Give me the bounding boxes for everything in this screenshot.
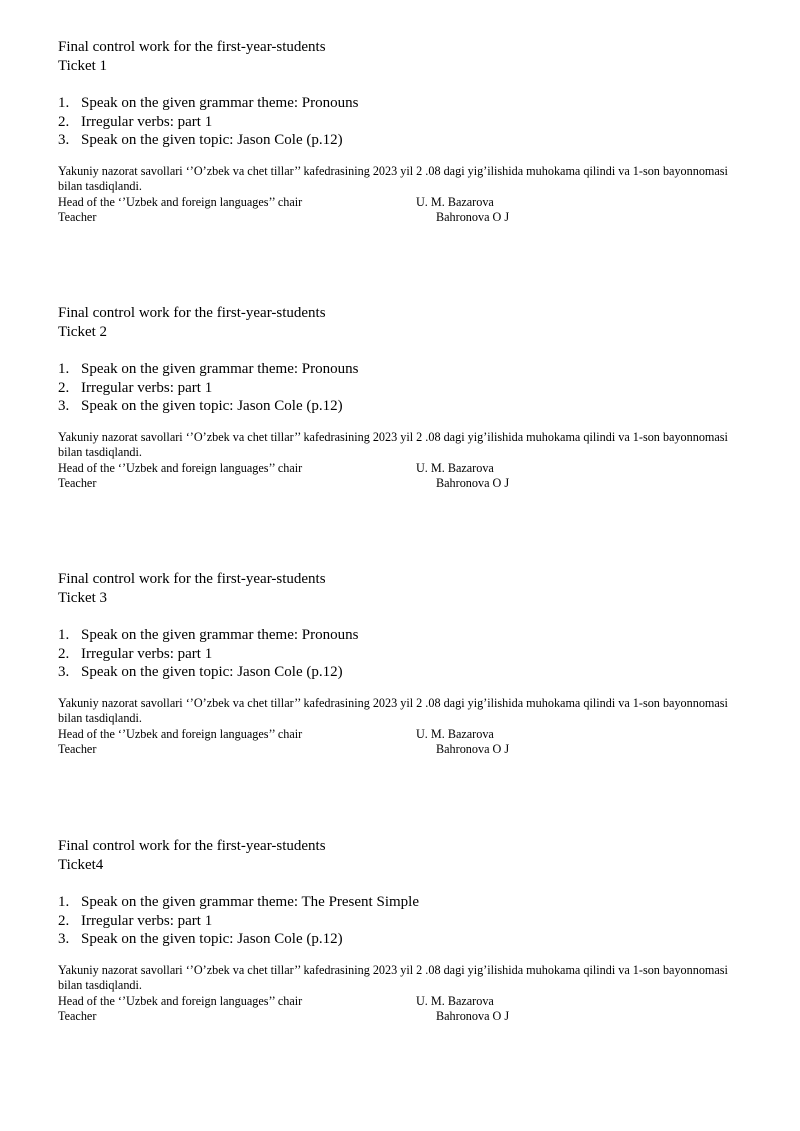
teacher-name: Bahronova O J xyxy=(436,742,510,756)
teacher-signature-line xyxy=(58,210,748,226)
question-item xyxy=(58,131,748,150)
head-label: Head of the ‘’Uzbek and foreign languages’’ chair xyxy=(58,460,303,475)
question-list xyxy=(58,893,748,949)
question-number: 2. xyxy=(58,645,70,662)
head-label: Head of the ‘’Uzbek and foreign languages’’ chair xyxy=(58,194,303,209)
ticket-title: Final control work for the first-year-students xyxy=(58,39,326,55)
ticket-2 xyxy=(58,304,748,492)
question-list xyxy=(58,626,748,682)
teacher-label: Teacher xyxy=(58,210,97,224)
teacher-signature-line xyxy=(58,1009,748,1025)
question-item xyxy=(58,113,748,132)
question-text: Speak on the given grammar theme: The Present Simple xyxy=(81,894,419,910)
question-item xyxy=(58,360,748,379)
question-number: 1. xyxy=(58,627,70,643)
head-name: U. M. Bazarova xyxy=(416,194,494,209)
question-number: 3. xyxy=(58,132,70,148)
question-text: Irregular verbs: part 1 xyxy=(81,645,213,662)
question-number: 3. xyxy=(58,931,70,947)
ticket-label: Ticket4 xyxy=(58,857,104,873)
question-number: 2. xyxy=(58,113,70,130)
teacher-name: Bahronova O J xyxy=(436,210,510,224)
question-text: Irregular verbs: part 1 xyxy=(81,113,213,130)
ticket-title: Final control work for the first-year-students xyxy=(58,571,326,587)
head-label: Head of the ‘’Uzbek and foreign languages’’ chair xyxy=(58,993,303,1008)
question-item xyxy=(58,626,748,645)
teacher-name: Bahronova O J xyxy=(436,476,510,490)
question-item xyxy=(58,645,748,664)
question-item xyxy=(58,912,748,931)
question-number: 3. xyxy=(58,398,70,414)
question-list xyxy=(58,94,748,150)
question-number: 1. xyxy=(58,361,70,377)
question-item xyxy=(58,397,748,416)
approval-note: Yakuniy nazorat savollari ‘’O’zbek va chet tillar’’ kafedrasining 2023 yil 2 .08 dagi yig’ilishida muhokama qilindi va 1-son bayonnomasi bilan tasdiqlandi. xyxy=(58,429,728,459)
question-item xyxy=(58,379,748,398)
question-item xyxy=(58,663,748,682)
question-number: 2. xyxy=(58,379,70,396)
head-signature-line xyxy=(58,195,748,211)
question-number: 1. xyxy=(58,95,70,111)
ticket-label: Ticket 1 xyxy=(58,58,108,74)
question-item xyxy=(58,893,748,912)
question-number: 3. xyxy=(58,664,70,680)
ticket-1 xyxy=(58,38,748,226)
teacher-signature-line xyxy=(58,742,748,758)
teacher-name: Bahronova O J xyxy=(436,1009,510,1023)
question-text: Speak on the given grammar theme: Pronouns xyxy=(81,627,359,643)
teacher-signature-line xyxy=(58,476,748,492)
head-signature-line xyxy=(58,727,748,743)
teacher-label: Teacher xyxy=(58,476,97,490)
teacher-label: Teacher xyxy=(58,1009,97,1023)
approval-note: Yakuniy nazorat savollari ‘’O’zbek va chet tillar’’ kafedrasining 2023 yil 2 .08 dagi yig’ilishida muhokama qilindi va 1-son bayonnomasi bilan tasdiqlandi. xyxy=(58,163,728,193)
question-number: 2. xyxy=(58,912,70,929)
question-item xyxy=(58,930,748,949)
question-text: Speak on the given grammar theme: Pronouns xyxy=(81,95,359,111)
question-list xyxy=(58,360,748,416)
ticket-title: Final control work for the first-year-students xyxy=(58,305,326,321)
head-label: Head of the ‘’Uzbek and foreign languages’’ chair xyxy=(58,726,303,741)
ticket-4 xyxy=(58,837,748,1025)
head-name: U. M. Bazarova xyxy=(416,726,494,741)
question-text: Irregular verbs: part 1 xyxy=(81,379,213,396)
question-text: Irregular verbs: part 1 xyxy=(81,912,213,929)
question-text: Speak on the given topic: Jason Cole (p.12) xyxy=(81,931,343,947)
approval-note: Yakuniy nazorat savollari ‘’O’zbek va chet tillar’’ kafedrasining 2023 yil 2 .08 dagi yig’ilishida muhokama qilindi va 1-son bayonnomasi bilan tasdiqlandi. xyxy=(58,962,728,992)
ticket-title: Final control work for the first-year-students xyxy=(58,838,326,854)
ticket-label: Ticket 3 xyxy=(58,590,108,606)
question-text: Speak on the given topic: Jason Cole (p.12) xyxy=(81,664,343,680)
head-signature-line xyxy=(58,994,748,1010)
teacher-label: Teacher xyxy=(58,742,97,756)
ticket-label: Ticket 2 xyxy=(58,324,108,340)
question-text: Speak on the given topic: Jason Cole (p.12) xyxy=(81,398,343,414)
head-name: U. M. Bazarova xyxy=(416,993,494,1008)
approval-note: Yakuniy nazorat savollari ‘’O’zbek va chet tillar’’ kafedrasining 2023 yil 2 .08 dagi yig’ilishida muhokama qilindi va 1-son bayonnomasi bilan tasdiqlandi. xyxy=(58,695,728,725)
question-text: Speak on the given topic: Jason Cole (p.12) xyxy=(81,132,343,148)
question-number: 1. xyxy=(58,894,70,910)
question-item xyxy=(58,94,748,113)
question-text: Speak on the given grammar theme: Pronouns xyxy=(81,361,359,377)
head-name: U. M. Bazarova xyxy=(416,460,494,475)
head-signature-line xyxy=(58,461,748,477)
ticket-3 xyxy=(58,570,748,758)
